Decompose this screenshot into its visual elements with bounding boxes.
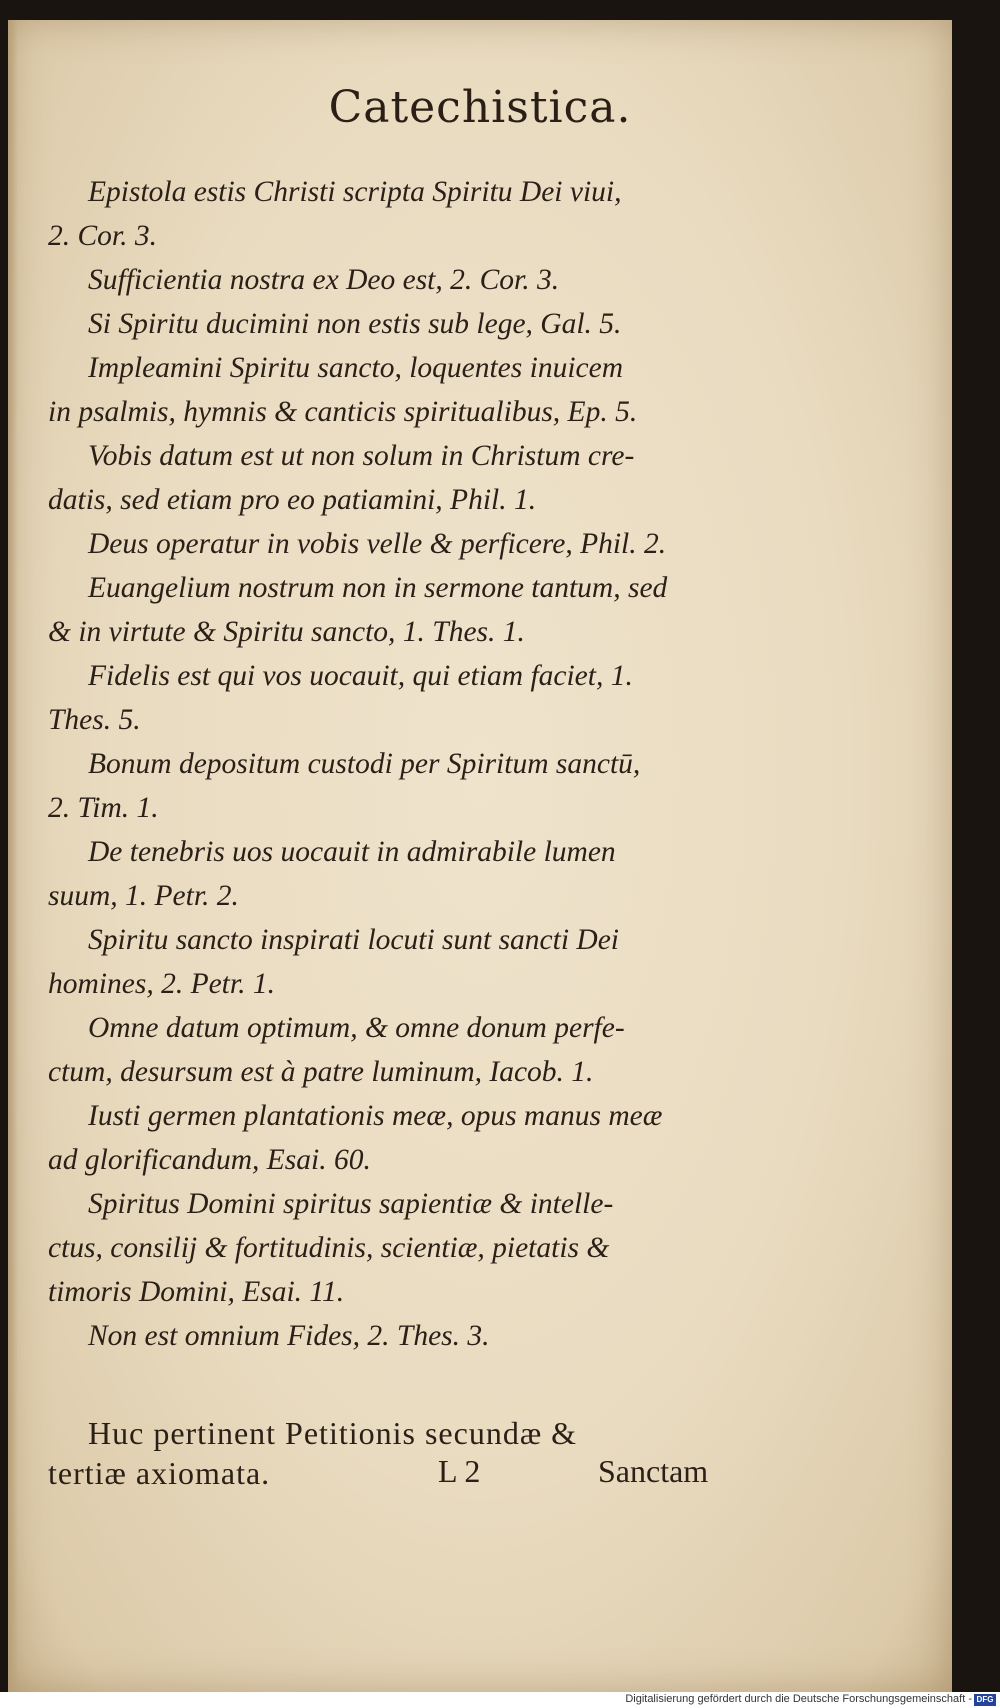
text-line: timoris Domini, Esai. 11. — [48, 1276, 345, 1308]
text-line: suum, 1. Petr. 2. — [48, 880, 239, 912]
text-line: datis, sed etiam pro eo patiamini, Phil. 1. — [48, 484, 537, 516]
text-line: De tenebris uos uocauit in admirabile lumen — [88, 836, 616, 868]
text-line: Bonum depositum custodi per Spiritum sanctū, — [88, 748, 641, 780]
text-line: Impleamini Spiritu sancto, loquentes inuicem — [88, 352, 624, 384]
text-line: Iusti germen plantationis meæ, opus manus meæ — [88, 1100, 663, 1132]
text-line: Deus operatur in vobis velle & perficere, Phil. 2. — [88, 528, 667, 560]
text-line: Si Spiritu ducimini non estis sub lege, Gal. 5. — [88, 308, 622, 340]
text-line: homines, 2. Petr. 1. — [48, 968, 275, 1000]
closing-text-line-1: Huc pertinent Petitionis secundæ & — [88, 1415, 578, 1451]
text-line: Sufficientia nostra ex Deo est, 2. Cor. 3. — [88, 264, 560, 296]
signature-mark: L 2 — [438, 1453, 481, 1489]
text-line: Epistola estis Christi scripta Spiritu Dei viui, — [88, 176, 622, 208]
book-page — [8, 20, 952, 1692]
text-line: Vobis datum est ut non solum in Christum cre- — [88, 440, 635, 472]
dfg-logo-icon: DFG — [974, 1694, 996, 1706]
text-line: Euangelium nostrum non in sermone tantum, sed — [88, 572, 668, 604]
text-line: 2. Tim. 1. — [48, 792, 159, 824]
closing-line-1 — [48, 1413, 748, 1453]
text-line: ctum, desursum est à patre luminum, Iacob. 1. — [48, 1056, 594, 1088]
text-line: Omne datum optimum, & omne donum perfe- — [88, 1012, 625, 1044]
text-line: ad glorificandum, Esai. 60. — [48, 1144, 371, 1176]
closing-text-line-2: tertiæ axiomata. — [48, 1455, 271, 1491]
text-line: 2. Cor. 3. — [48, 220, 158, 252]
running-head: Catechistica. — [328, 82, 632, 133]
body-text — [48, 170, 748, 1358]
text-line: Spiritus Domini spiritus sapientiæ & intelle- — [88, 1188, 614, 1220]
page-edge-shadow — [8, 20, 18, 1692]
text-line: Thes. 5. — [48, 704, 141, 736]
text-line: Fidelis est qui vos uocauit, qui etiam faciet, 1. — [88, 660, 633, 692]
text-line: in psalmis, hymnis & canticis spiritualibus, Ep. 5. — [48, 396, 638, 428]
text-line: Spiritu sancto inspirati locuti sunt sancti Dei — [88, 924, 619, 956]
text-line: Non est omnium Fides, 2. Thes. 3. — [88, 1320, 490, 1352]
text-line: ctus, consilij & fortitudinis, scientiæ, pietatis & — [48, 1232, 610, 1264]
text-line: & in virtute & Spiritu sancto, 1. Thes. 1. — [48, 616, 525, 648]
funding-notice: Digitalisierung gefördert durch die Deutsche Forschungsgemeinschaft - — [625, 1693, 972, 1705]
catchword: Sanctam — [598, 1453, 709, 1489]
